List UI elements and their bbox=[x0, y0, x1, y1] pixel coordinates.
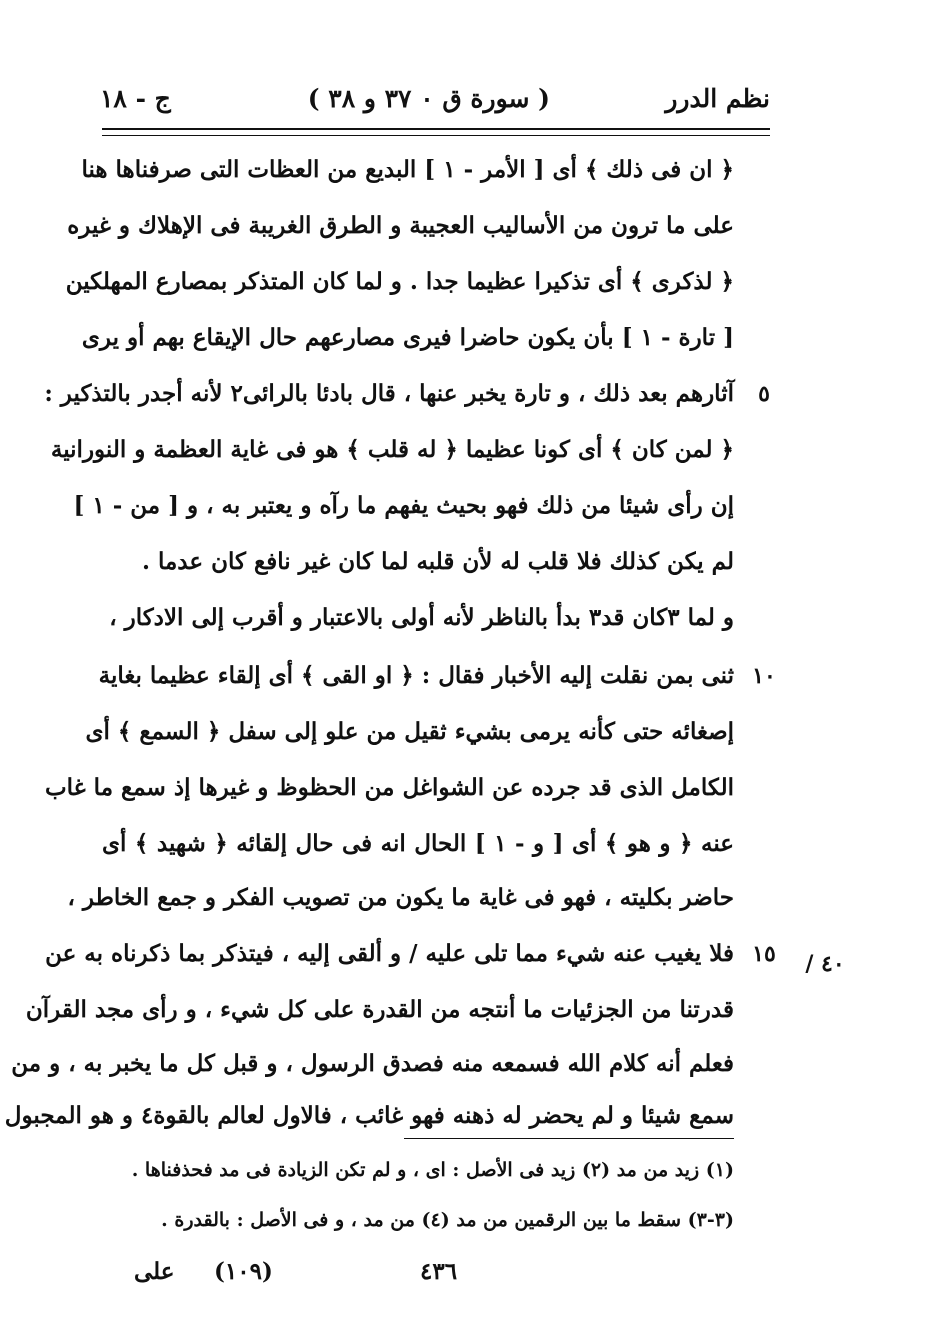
manuscript-folio-marker: ٤٠ / bbox=[805, 951, 845, 977]
volume-number: ج - ١٨ bbox=[100, 84, 171, 113]
catchword: على bbox=[134, 1258, 175, 1285]
line-number-10: ١٠ bbox=[752, 663, 776, 689]
footnote: (١) زيد من مد (٢) زيد فى الأصل : اى ، و لم تكن الزيادة فى مد فحذفناها . bbox=[131, 1159, 734, 1181]
header-rule-thin bbox=[102, 135, 770, 136]
text-line: ﴿ لمن كان ﴾ أى كونا عظيما ﴿ له قلب ﴾ هو فى غاية العظمة و النورانية bbox=[50, 436, 734, 463]
text-line: آثارهم بعد ذلك ، و تارة يخبر عنها ، قال بادئا بالرائى٢ لأنه أجدر بالتذكير : bbox=[44, 380, 734, 407]
surah-reference: ( سورة ق ٠ ٣٧ و ٣٨ ) bbox=[307, 84, 550, 113]
text-line: فعلم أنه كلام الله فسمعه منه فصدق الرسول ، و قبل كل ما يخبر به ، و من bbox=[11, 1050, 734, 1077]
text-line: إن رأى شيئا من ذلك فهو بحيث يفهم ما رآه و يعتبر به ، و [ من - ١ ] bbox=[73, 492, 734, 519]
line-number-5: ٥ bbox=[758, 381, 770, 407]
footnote-rule bbox=[404, 1138, 734, 1139]
text-line: و لما ٣كان قد٣ بدأ بالناظر لأنه أولى بالاعتبار و أقرب إلى الادكار ، bbox=[109, 604, 734, 631]
line-number-15: ١٥ bbox=[752, 941, 776, 967]
footnote: (٣-٣) سقط ما بين الرقمين من مد (٤) من مد ، و فى الأصل : بالقدرة . bbox=[161, 1209, 734, 1231]
text-line: إصغائه حتى كأنه يرمى بشيء ثقيل من علو إلى سفل ﴿ السمع ﴾ أى bbox=[85, 718, 734, 745]
text-line: سمع شيئا و لم يحضر له ذهنه فهو غائب ، فالاول لعالم بالقوة٤ و هو المجبول bbox=[4, 1102, 734, 1129]
text-line: ﴿ ان فى ذلك ﴾ أى [ الأمر - ١ ] البديع من العظات التى صرفناها هنا bbox=[81, 156, 734, 183]
text-line: الكامل الذى قد جرده عن الشواغل من الحظوظ و غيرها إذ سمع ما غاب bbox=[44, 774, 734, 801]
text-line: ﴿ لذكرى ﴾ أى تذكيرا عظيما جدا . و لما كان المتذكر بمصارع المهلكين bbox=[65, 268, 734, 295]
text-line: فلا يغيب عنه شيء مما تلى عليه / و ألقى إليه ، فيتذكر بما ذكرناه به عن bbox=[45, 940, 734, 967]
text-line: لم يكن كذلك فلا قلب له لأن قلبه لما كان غير نافع كان عدما . bbox=[141, 548, 734, 575]
text-line: ثنى بمن نقلت إليه الأخبار فقال : ﴿ او القى ﴾ أى إلقاء عظيما بغاية bbox=[98, 662, 734, 689]
header-rule-thick bbox=[102, 128, 770, 130]
text-line: [ تارة - ١ ] بأن يكون حاضرا فيرى مصارعهم حال الإيقاع بهم أو يرى bbox=[81, 324, 734, 351]
book-title: نظم الدرر bbox=[665, 84, 770, 113]
manuscript-folio: (١٠٩) bbox=[214, 1258, 273, 1285]
text-line: على ما ترون من الأساليب العجيبة و الطرق الغريبة فى الإهلاك و غيره bbox=[67, 212, 734, 239]
text-line: عنه ﴿ و هو ﴾ أى [ و - ١ ] الحال انه فى حال إلقائه ﴿ شهيد ﴾ أى bbox=[102, 830, 734, 857]
text-line: حاضر بكليته ، فهو فى غاية ما يكون من تصويب الفكر و جمع الخاطر ، bbox=[67, 884, 734, 911]
page-number: ٤٣٦ bbox=[420, 1258, 458, 1285]
running-header bbox=[100, 84, 770, 124]
text-line: قدرتنا من الجزئيات ما أنتجه من القدرة على كل شيء ، و رأى مجد القرآن bbox=[25, 996, 734, 1023]
